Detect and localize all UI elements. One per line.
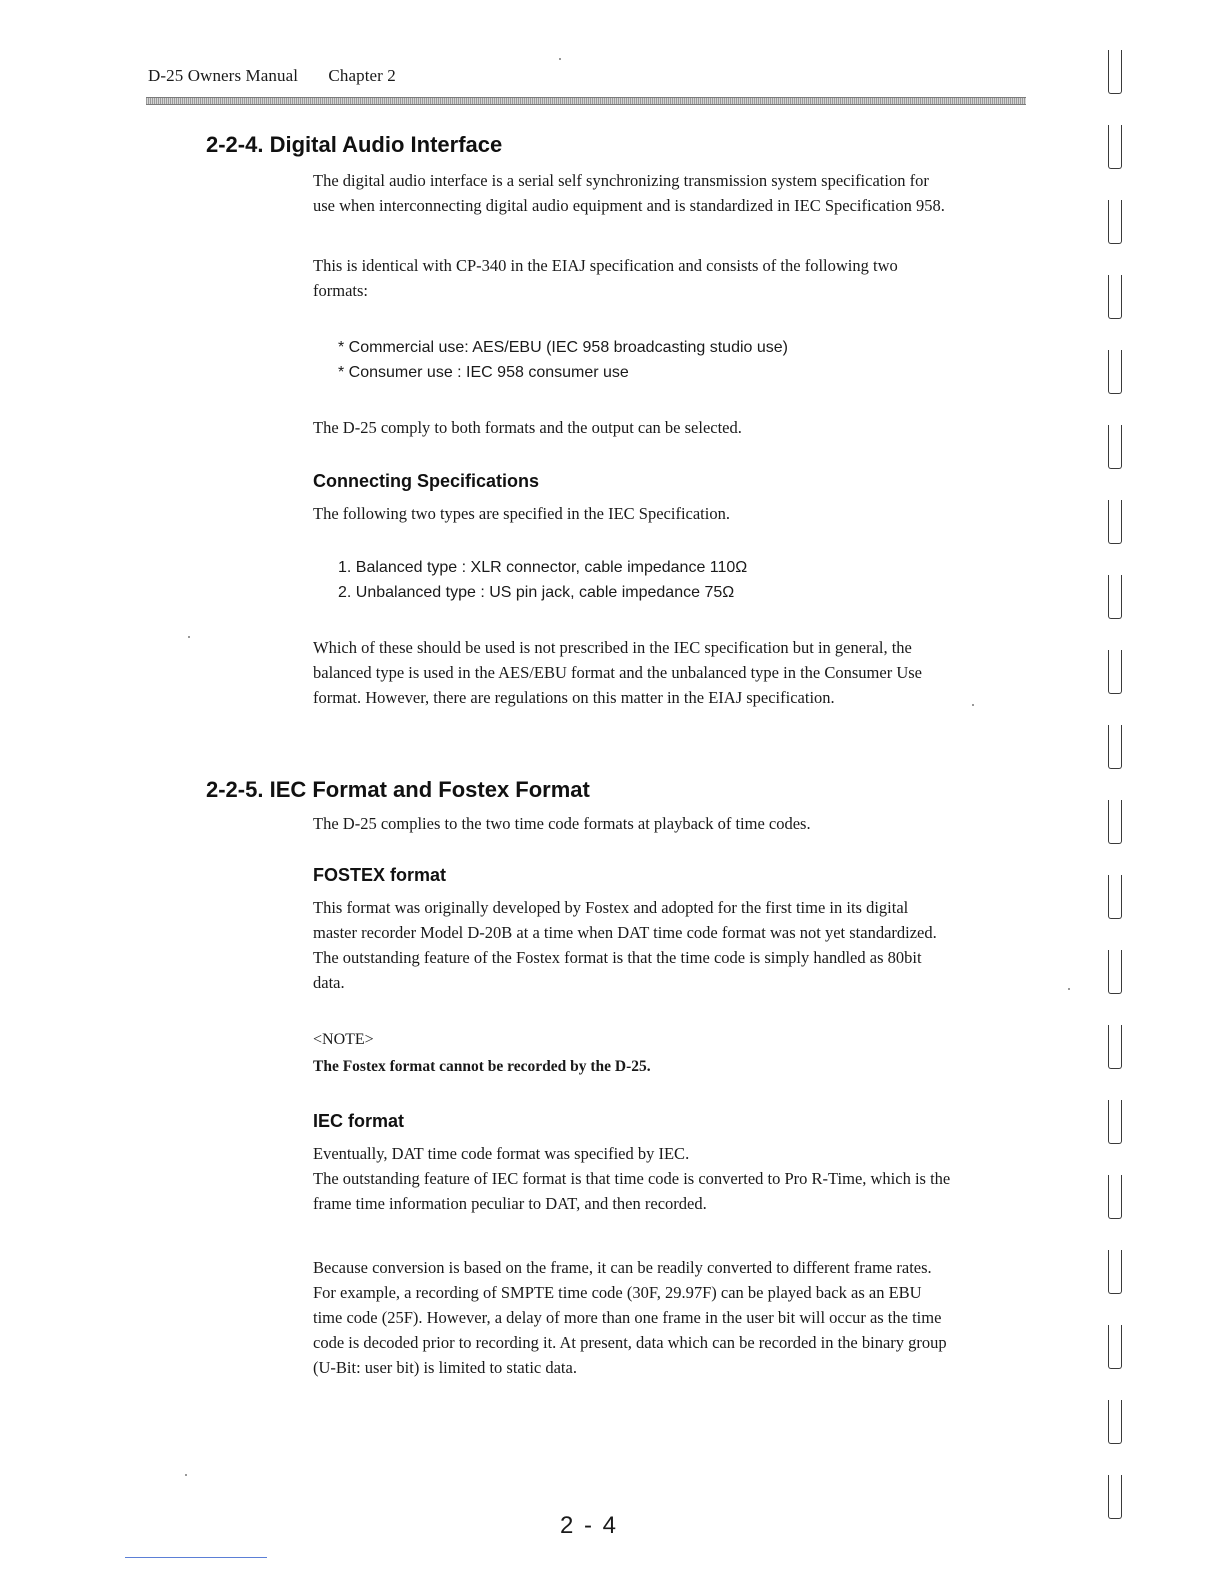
binder-hole-mark <box>1108 125 1122 169</box>
binder-hole-mark <box>1108 950 1122 994</box>
subheading-iec-format: IEC format <box>313 1111 405 1131</box>
binder-hole-mark <box>1108 1025 1122 1069</box>
text-line: code is decoded prior to recording it. At present, data which can be recorded in the binary group <box>313 1333 947 1352</box>
binder-hole-mark <box>1108 50 1122 94</box>
text-line: formats: <box>313 281 368 300</box>
text-line: balanced type is used in the AES/EBU format and the unbalanced type in the Consumer Use <box>313 663 922 682</box>
binder-hole-mark <box>1108 1325 1122 1369</box>
text-line: This is identical with CP-340 in the EIAJ specification and consists of the following two <box>313 256 898 275</box>
paragraph-frame-conversion <box>313 1255 1028 1380</box>
text-line: data. <box>313 973 345 992</box>
text-line: The outstanding feature of the Fostex format is that the time code is simply handled as 80bit <box>313 948 922 967</box>
format-bullet-list <box>338 336 788 385</box>
text-line: For example, a recording of SMPTE time code (30F, 29.97F) can be played back as an EBU <box>313 1283 922 1302</box>
bottom-edge-line <box>125 1557 267 1558</box>
paragraph-comply <box>313 415 1028 440</box>
text-line: use when interconnecting digital audio equipment and is standardized in IEC Specification 958. <box>313 196 945 215</box>
text-line: time code (25F). However, a delay of more than one frame in the user bit will occur as the time <box>313 1308 942 1327</box>
section-heading-2-2-4: 2-2-4. Digital Audio Interface <box>206 132 503 157</box>
paragraph-connecting-intro <box>313 501 1028 526</box>
binder-hole-mark <box>1108 1475 1122 1519</box>
subheading-fostex-format: FOSTEX format <box>313 865 447 885</box>
binder-hole-mark <box>1108 575 1122 619</box>
text-line: The digital audio interface is a serial self synchronizing transmission system specification for <box>313 171 929 190</box>
list-item: 1. Balanced type : XLR connector, cable impedance 110Ω <box>338 559 748 576</box>
connector-type-list <box>338 556 747 605</box>
binder-hole-marks <box>1102 0 1132 1584</box>
binder-hole-mark <box>1108 800 1122 844</box>
binder-hole-mark <box>1108 1250 1122 1294</box>
chapter-label: Chapter 2 <box>328 66 396 85</box>
binder-hole-mark <box>1108 275 1122 319</box>
paragraph-cp340 <box>313 253 1028 303</box>
binder-hole-mark <box>1108 350 1122 394</box>
manual-title: D-25 Owners Manual <box>148 66 299 85</box>
scan-speck <box>559 58 561 60</box>
paragraph-iec-format <box>313 1141 1028 1216</box>
text-line: format. However, there are regulations on this matter in the EIAJ specification. <box>313 688 835 707</box>
binder-hole-mark <box>1108 425 1122 469</box>
list-item: * Commercial use: AES/EBU (IEC 958 broadcasting studio use) <box>338 339 788 356</box>
scan-speck <box>188 636 190 638</box>
header-rule <box>146 97 1026 105</box>
note-text: The Fostex format cannot be recorded by the D-25. <box>313 1058 651 1075</box>
text-line: Eventually, DAT time code format was specified by IEC. <box>313 1144 690 1163</box>
scan-speck <box>185 1474 187 1476</box>
list-item: * Consumer use : IEC 958 consumer use <box>338 363 629 381</box>
text-line: (U-Bit: user bit) is limited to static data. <box>313 1358 577 1377</box>
paragraph-time-code-intro <box>313 811 1028 836</box>
note-label: <NOTE> <box>313 1031 374 1048</box>
binder-hole-mark <box>1108 1100 1122 1144</box>
paragraph-interface-intro <box>313 168 1028 218</box>
running-header <box>148 66 396 86</box>
text-line: master recorder Model D-20B at a time when DAT time code format was not yet standardized. <box>313 923 937 942</box>
text-line: The following two types are specified in the IEC Specification. <box>313 504 730 523</box>
binder-hole-mark <box>1108 650 1122 694</box>
paragraph-which-type <box>313 635 1028 710</box>
text-line: Because conversion is based on the frame, it can be readily converted to different frame rates. <box>313 1258 932 1277</box>
binder-hole-mark <box>1108 1175 1122 1219</box>
binder-hole-mark <box>1108 1400 1122 1444</box>
section-heading-2-2-5: 2-2-5. IEC Format and Fostex Format <box>206 777 590 802</box>
list-item: 2. Unbalanced type : US pin jack, cable impedance 75Ω <box>338 583 735 601</box>
text-line: Which of these should be used is not prescribed in the IEC specification but in general, the <box>313 638 912 657</box>
binder-hole-mark <box>1108 875 1122 919</box>
binder-hole-mark <box>1108 500 1122 544</box>
text-line: frame time information peculiar to DAT, and then recorded. <box>313 1194 707 1213</box>
binder-hole-mark <box>1108 200 1122 244</box>
scan-speck <box>972 704 974 706</box>
page-number: 2 - 4 <box>560 1512 619 1539</box>
paragraph-fostex-format <box>313 895 1028 995</box>
subheading-connecting-specifications: Connecting Specifications <box>313 471 540 491</box>
text-line: The D-25 complies to the two time code formats at playback of time codes. <box>313 814 811 833</box>
text-line: The outstanding feature of IEC format is that time code is converted to Pro R-Time, which is the <box>313 1169 951 1188</box>
text-line: The D-25 comply to both formats and the output can be selected. <box>313 418 742 437</box>
binder-hole-mark <box>1108 725 1122 769</box>
scan-speck <box>1068 988 1070 990</box>
text-line: This format was originally developed by Fostex and adopted for the first time in its digital <box>313 898 909 917</box>
